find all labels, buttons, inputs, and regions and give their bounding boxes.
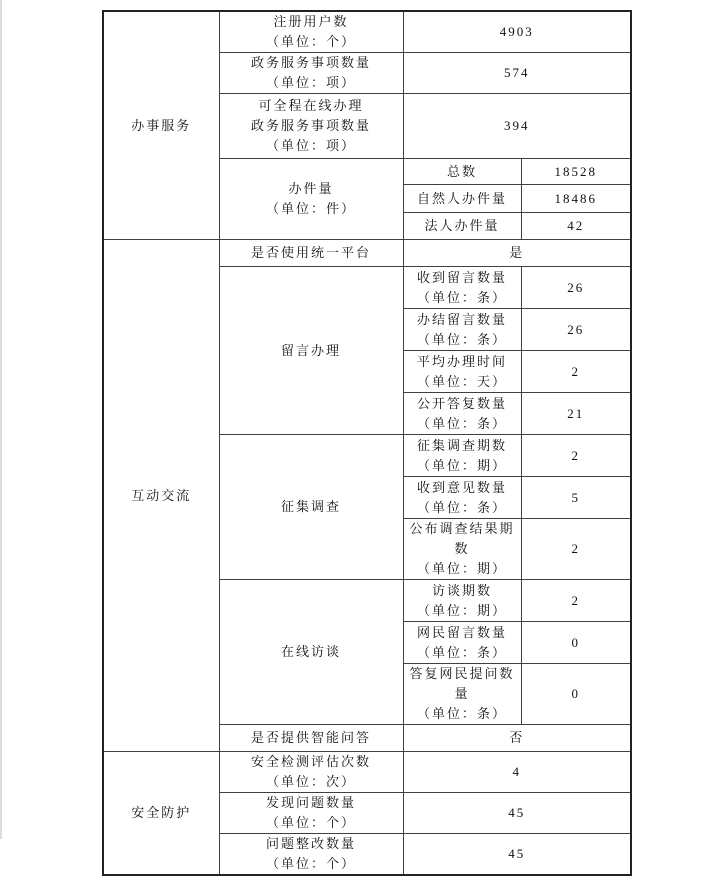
netizen-questions-answered-label: 答复网民提问数量 xyxy=(409,666,515,701)
service-items-unit: （单位：项） xyxy=(265,75,356,90)
smart-qa-value: 否 xyxy=(403,725,631,752)
public-replies-label-cell xyxy=(403,393,521,435)
volume-total-value: 18528 xyxy=(521,159,631,185)
online-items-line2: 政务服务事项数量 xyxy=(250,118,371,133)
registered-users-unit: （单位：个） xyxy=(265,34,356,49)
messages-completed-label: 办结留言数量 xyxy=(416,311,507,327)
survey-periods-label-cell xyxy=(403,435,521,477)
registered-users-label-cell xyxy=(219,11,403,53)
netizen-messages-value: 0 xyxy=(521,622,631,664)
metrics-table xyxy=(102,10,632,876)
problems-found-value: 45 xyxy=(403,793,631,834)
security-assessments-label: 安全检测评估次数 xyxy=(250,754,371,769)
row-registered-users xyxy=(103,11,631,53)
opinions-received-unit: （单位：条） xyxy=(416,499,507,515)
interview-periods-value: 2 xyxy=(521,580,631,622)
service-items-label-cell xyxy=(219,53,403,94)
messages-received-value: 26 xyxy=(521,267,631,309)
security-assessments-value: 4 xyxy=(403,752,631,793)
netizen-messages-label-cell xyxy=(403,622,521,664)
interview-group-label: 在线访谈 xyxy=(219,580,403,725)
volume-legal-value: 42 xyxy=(521,213,631,240)
messages-completed-unit: （单位：条） xyxy=(416,331,507,347)
row-unified-platform xyxy=(103,240,631,267)
survey-results-published-value: 2 xyxy=(521,519,631,580)
interview-periods-unit: （单位：期） xyxy=(416,602,507,618)
messages-completed-value: 26 xyxy=(521,309,631,351)
volume-group-unit: （单位：件） xyxy=(265,201,356,216)
survey-results-published-label: 公布调查结果期数 xyxy=(409,521,515,556)
problems-rectified-label-cell xyxy=(219,834,403,876)
netizen-questions-answered-value: 0 xyxy=(521,664,631,725)
messages-received-unit: （单位：条） xyxy=(416,289,507,305)
public-replies-unit: （单位：条） xyxy=(416,415,507,431)
opinions-received-label: 收到意见数量 xyxy=(416,479,507,495)
smart-qa-label: 是否提供智能问答 xyxy=(219,725,403,752)
netizen-questions-answered-unit: （单位：条） xyxy=(416,706,507,721)
security-assessments-label-cell xyxy=(219,752,403,793)
category-interaction: 互动交流 xyxy=(103,240,219,752)
average-handling-time-label-cell xyxy=(403,351,521,393)
online-items-unit: （单位：项） xyxy=(265,138,356,153)
average-handling-time-value: 2 xyxy=(521,351,631,393)
problems-found-unit: （单位：个） xyxy=(265,815,356,830)
unified-platform-label: 是否使用统一平台 xyxy=(219,240,403,267)
page-edge xyxy=(0,0,2,839)
message-handling-group-label: 留言办理 xyxy=(219,267,403,435)
interview-periods-label-cell xyxy=(403,580,521,622)
volume-legal-label: 法人办件量 xyxy=(403,213,521,240)
problems-found-label-cell xyxy=(219,793,403,834)
registered-users-label: 注册用户数 xyxy=(273,14,349,29)
opinions-received-label-cell xyxy=(403,477,521,519)
average-handling-time-unit: （单位：天） xyxy=(416,373,507,389)
problems-rectified-unit: （单位：个） xyxy=(265,856,356,871)
online-items-value: 394 xyxy=(403,94,631,159)
row-security-assessments xyxy=(103,752,631,793)
volume-natural-value: 18486 xyxy=(521,185,631,213)
online-items-label-cell xyxy=(219,94,403,159)
security-assessments-unit: （单位：次） xyxy=(265,774,356,789)
public-replies-value: 21 xyxy=(521,393,631,435)
opinions-received-value: 5 xyxy=(521,477,631,519)
problems-rectified-label: 问题整改数量 xyxy=(265,836,356,851)
category-office-services: 办事服务 xyxy=(103,11,219,240)
service-items-value: 574 xyxy=(403,53,631,94)
registered-users-value: 4903 xyxy=(403,11,631,53)
volume-group-label: 办件量 xyxy=(288,181,334,196)
interview-periods-label: 访谈期数 xyxy=(431,582,492,598)
netizen-messages-label: 网民留言数量 xyxy=(416,624,507,640)
average-handling-time-label: 平均办理时间 xyxy=(416,353,507,369)
survey-group-label: 征集调查 xyxy=(219,435,403,580)
survey-periods-value: 2 xyxy=(521,435,631,477)
unified-platform-value: 是 xyxy=(403,240,631,267)
messages-received-label-cell xyxy=(403,267,521,309)
public-replies-label: 公开答复数量 xyxy=(416,395,507,411)
online-items-line1: 可全程在线办理 xyxy=(258,98,364,113)
survey-periods-label: 征集调查期数 xyxy=(416,437,507,453)
volume-total-label: 总数 xyxy=(403,159,521,185)
messages-completed-label-cell xyxy=(403,309,521,351)
volume-natural-label: 自然人办件量 xyxy=(403,185,521,213)
category-security: 安全防护 xyxy=(103,752,219,876)
netizen-messages-unit: （单位：条） xyxy=(416,644,507,660)
service-items-label: 政务服务事项数量 xyxy=(250,55,371,70)
problems-rectified-value: 45 xyxy=(403,834,631,876)
survey-results-published-unit: （单位：期） xyxy=(416,561,507,576)
survey-results-published-label-cell xyxy=(403,519,521,580)
netizen-questions-answered-label-cell xyxy=(403,664,521,725)
messages-received-label: 收到留言数量 xyxy=(416,269,507,285)
survey-periods-unit: （单位：期） xyxy=(416,457,507,473)
volume-group-label-cell xyxy=(219,159,403,240)
problems-found-label: 发现问题数量 xyxy=(265,795,356,810)
